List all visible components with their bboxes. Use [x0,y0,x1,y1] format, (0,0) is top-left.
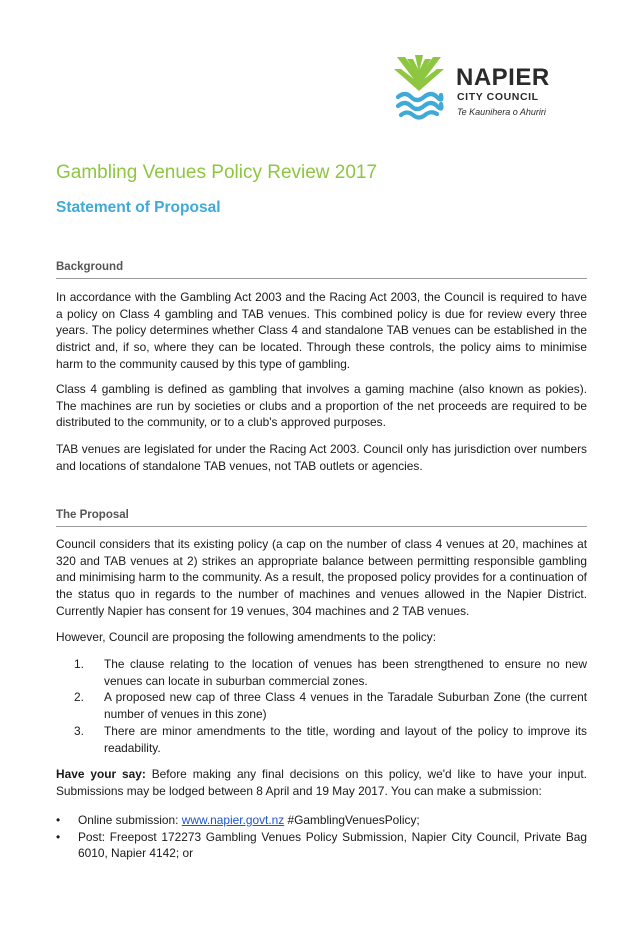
background-paragraph-1: In accordance with the Gambling Act 2003 and the Racing Act 2003, the Council is required to have a policy on Class 4 gambling and TAB venues. This combined policy is due for review every three years. The policy determines whether Class 4 and standalone TAB venues can be established in the district and, if so, where they can be located. Through these controls, the policy aims to minimise harm to the community caused by this type of gambling. [56,290,587,371]
logo-tagline: Te Kaunihera o Ahuriri [457,107,546,117]
list-item [56,829,587,862]
background-paragraph-2: Class 4 gambling is defined as gambling that involves a gaming machine (also known as pokies). The machines are run by societies or clubs and a proportion of the net proceeds are required to be distributed to the community, or to a club's approved purposes. [56,382,587,430]
document-title: Gambling Venues Policy Review 2017 [56,162,378,183]
section-heading-proposal: The Proposal [56,508,587,527]
background-paragraph-3: TAB venues are legislated for under the Racing Act 2003. Council only has jurisdiction over numbers and locations of standalone TAB venues, not TAB outlets or agencies. [56,442,587,473]
logo-name: NAPIER [456,64,550,91]
amendments-list [56,656,587,756]
online-submission-hashtag: #GamblingVenuesPolicy; [284,813,420,827]
list-item-number: 2. [74,690,84,705]
have-your-say-text: Before making any final decisions on this policy, we'd like to have your input. Submissions may be lodged between 8 April and 19 May 2017. You can make a submission: [56,767,587,798]
list-item-text: The clause relating to the location of venues has been strengthened to ensure no new venues can locate in suburban commercial zones. [104,657,587,688]
list-item [56,723,587,756]
bullet-icon: • [56,813,61,827]
list-item [56,812,587,829]
online-submission-label: Online submission: [78,813,182,827]
list-item-text: A proposed new cap of three Class 4 venues in the Taradale Suburban Zone (the current number of venues in this zone) [104,690,587,722]
submission-methods-list [56,812,587,862]
logo-mark-icon [393,53,445,123]
napier-city-council-logo [393,53,573,127]
proposal-paragraph-1: Council considers that its existing policy (a cap on the number of class 4 venues at 20, machines at 320 and TAB venues at 2) strikes an appropriate balance between permitting responsible gambling and minimising harm to the community. As a result, the proposed policy provides for a continuation of the status quo in regards to the number of machines and venues allowed in the Napier District. Currently Napier has consent for 19 venues, 304 machines and 2 TAB venues. [56,537,587,618]
list-item-text [78,812,587,829]
document-subtitle: Statement of Proposal [56,199,221,216]
logo-subname: CITY COUNCIL [457,91,539,103]
have-your-say-label: Have your say: [56,767,146,781]
list-item [56,689,587,722]
list-item-number: 1. [74,657,84,671]
list-item-number: 3. [74,723,84,738]
have-your-say-paragraph [56,766,587,799]
bullet-icon: • [56,829,61,844]
list-item-text: There are minor amendments to the title, wording and layout of the policy to improve its readability. [104,723,587,755]
section-heading-background: Background [56,260,587,279]
napier-website-link[interactable]: www.napier.govt.nz [181,813,285,827]
list-item [56,656,587,689]
list-item-text: Post: Freepost 172273 Gambling Venues Policy Submission, Napier City Council, Private Bag 6010, Napier 4142; or [78,829,587,861]
proposal-paragraph-2: However, Council are proposing the following amendments to the policy: [56,630,437,644]
